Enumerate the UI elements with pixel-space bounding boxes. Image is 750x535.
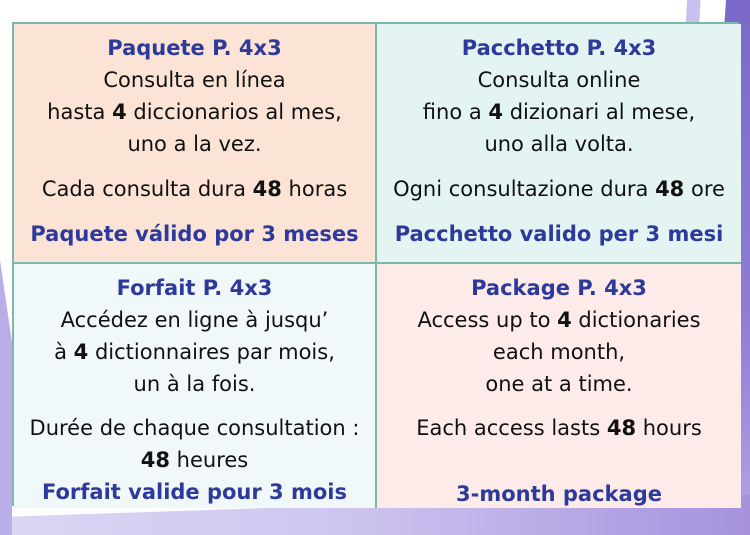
package-title: Pacchetto P. 4x3	[461, 36, 657, 60]
duration-text: Ogni consultazione dura 48 ore	[393, 177, 725, 201]
duration-text: Each access lasts 48 hours	[416, 416, 702, 440]
cell-italian	[377, 24, 741, 264]
validity-text: Paquete válido por 3 meses	[30, 222, 359, 246]
description-line: Accédez en ligne à jusqu’	[60, 308, 329, 332]
validity-text: Pacchetto valido per 3 mesi	[394, 222, 724, 246]
package-title: Forfait P. 4x3	[116, 276, 273, 300]
description-line: Access up to 4 dictionaries	[417, 308, 701, 332]
duration-text: 48 heures	[140, 448, 249, 472]
description-line: one at a time.	[485, 372, 633, 396]
description-line: Consulta en línea	[103, 68, 286, 92]
description-line: à 4 dictionnaires par mois,	[54, 340, 335, 364]
description-line: uno a la vez.	[127, 132, 262, 156]
description-line: each month,	[492, 340, 626, 364]
description-line: un à la fois.	[133, 372, 256, 396]
validity-text: 3-month package	[456, 482, 662, 506]
description-line: Consulta online	[477, 68, 641, 92]
cell-spanish	[14, 24, 377, 264]
package-title: Paquete P. 4x3	[107, 36, 282, 60]
cell-french	[14, 264, 377, 508]
duration-text: Cada consulta dura 48 horas	[41, 177, 348, 201]
cell-english	[377, 264, 741, 508]
description-line: uno alla volta.	[484, 132, 634, 156]
duration-text: Durée de chaque consultation :	[29, 416, 360, 440]
description-line: hasta 4 diccionarios al mes,	[47, 100, 342, 124]
package-table	[12, 22, 739, 506]
description-line: fino a 4 dizionari al mese,	[422, 100, 696, 124]
package-title: Package P. 4x3	[471, 276, 647, 300]
background-decoration-left	[0, 260, 12, 535]
validity-text: Forfait valide pour 3 mois	[42, 480, 347, 504]
